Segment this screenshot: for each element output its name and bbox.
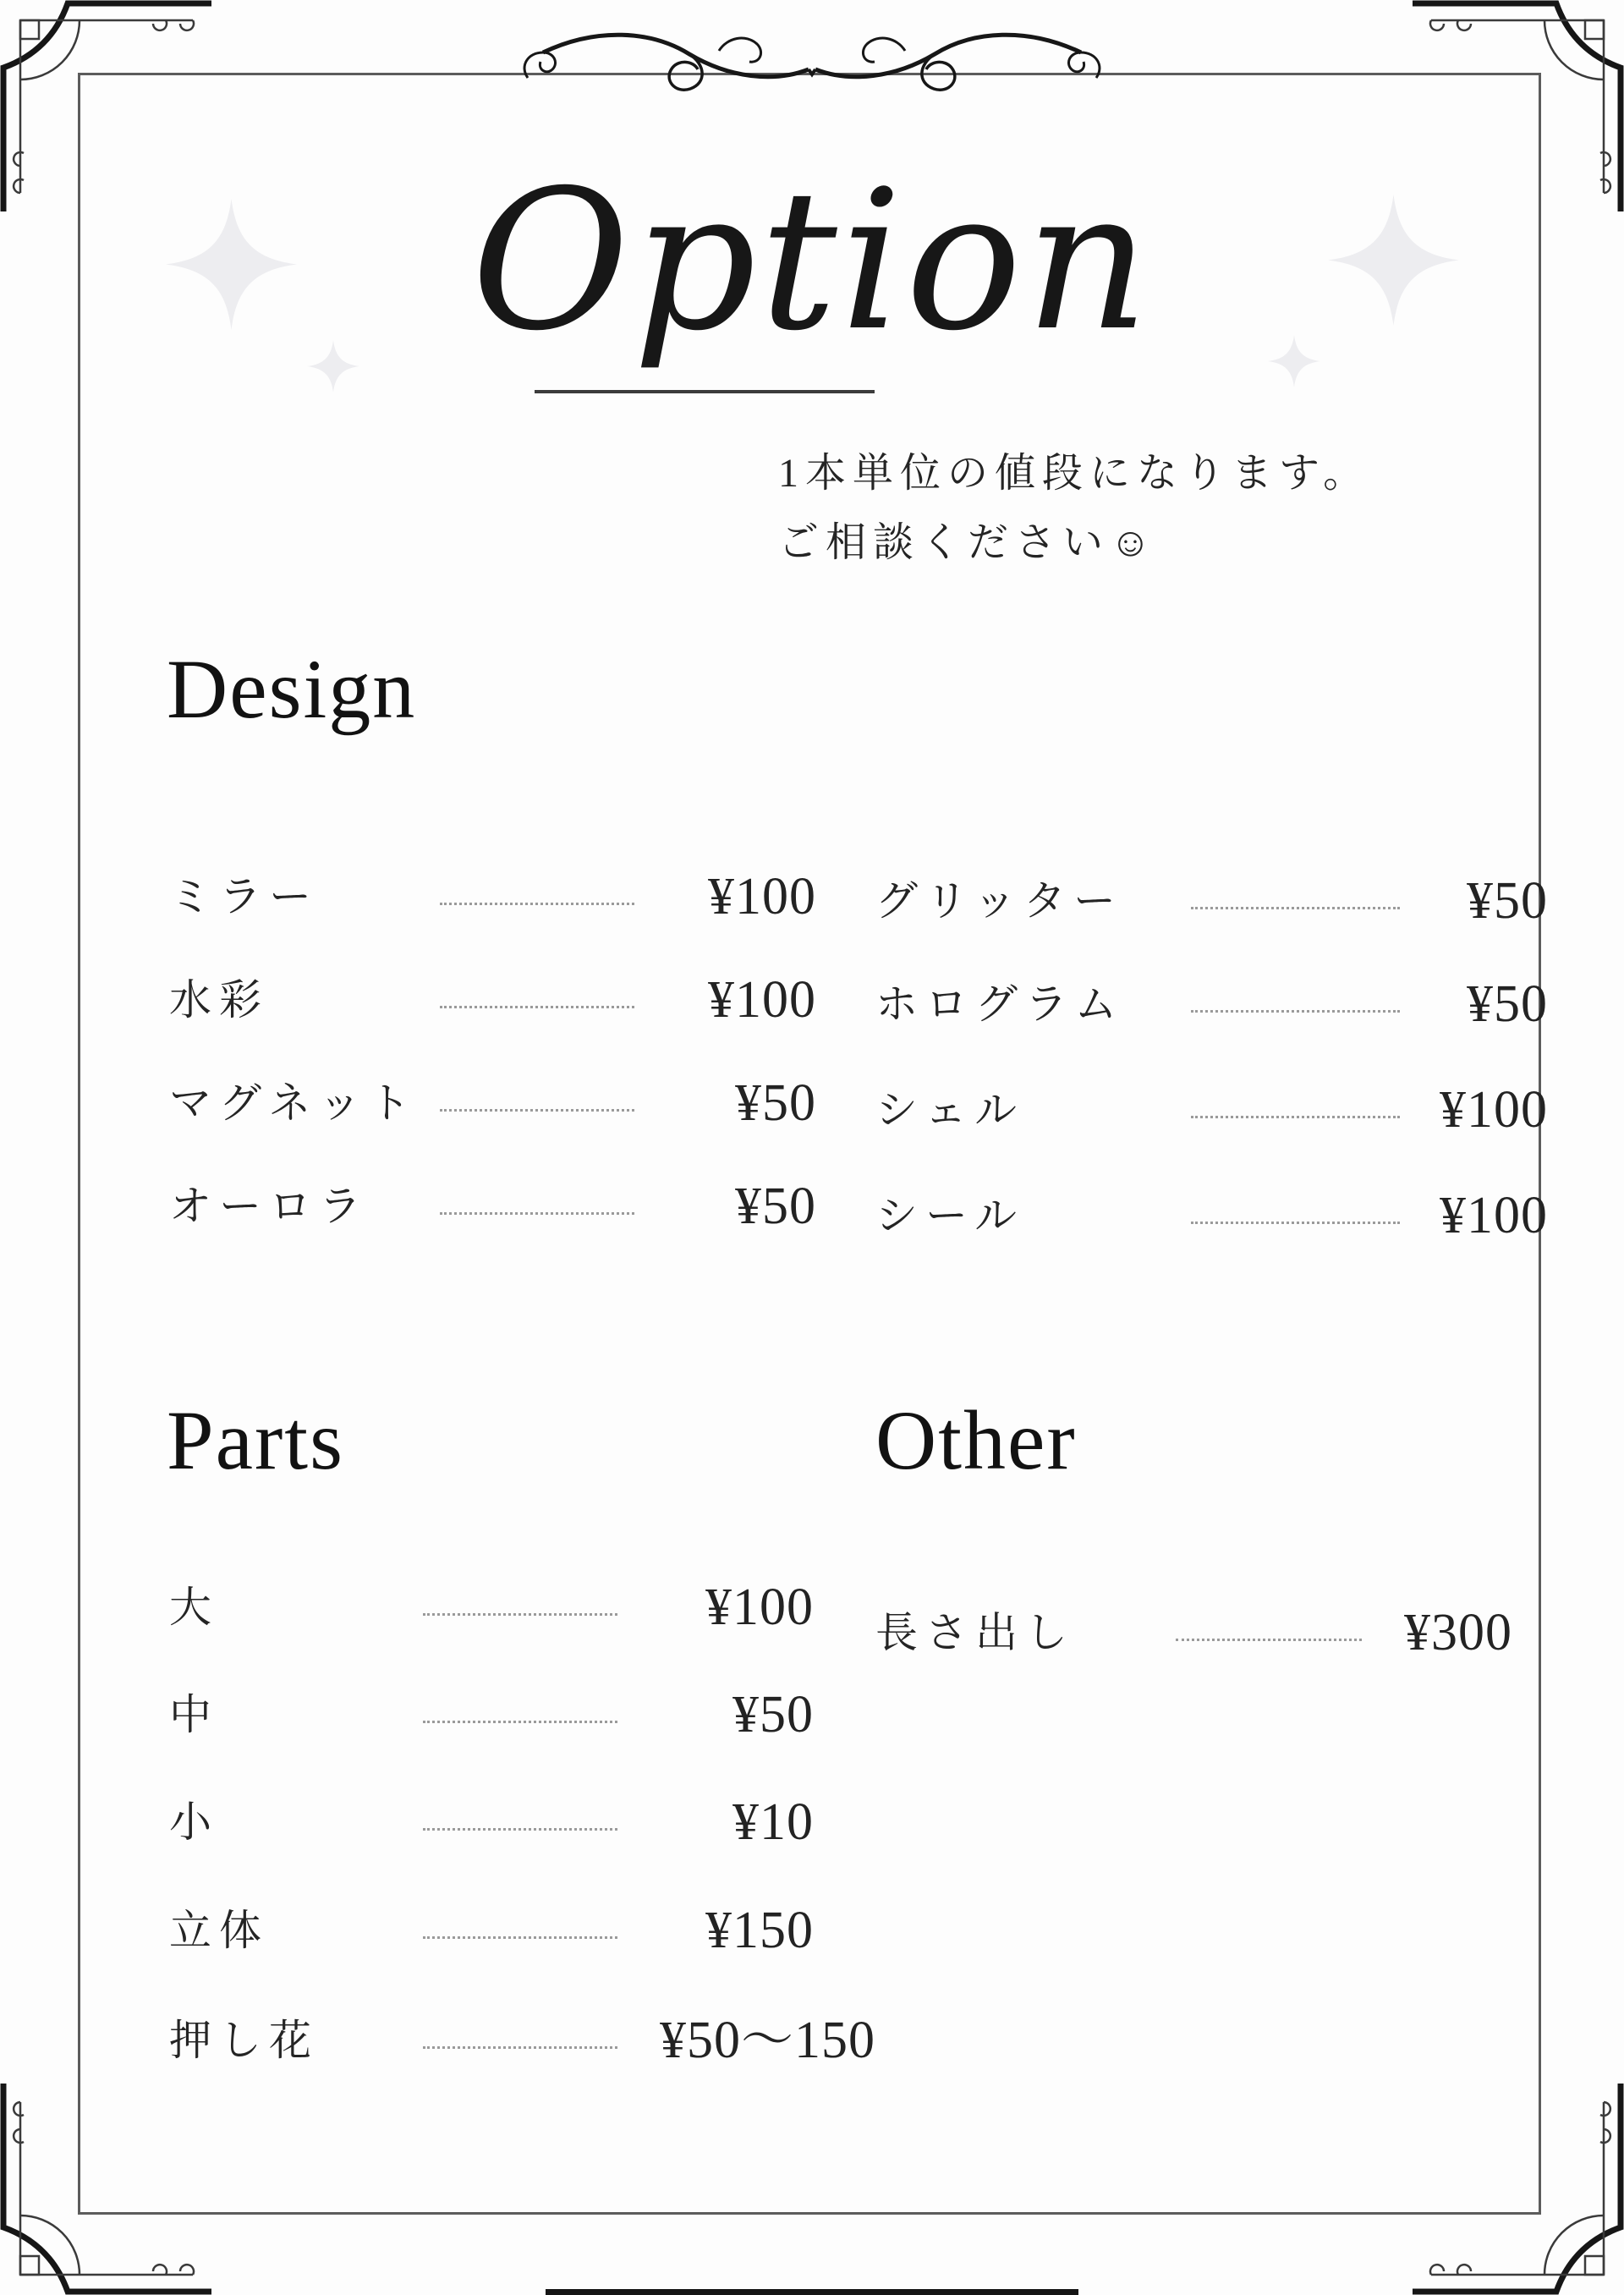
item-label: グリッター xyxy=(875,877,1123,925)
sparkle-icon xyxy=(1268,335,1320,387)
corner-ornament-icon xyxy=(0,2084,211,2295)
leader-line xyxy=(440,903,634,905)
title-underline xyxy=(535,390,875,393)
item-label: シェル xyxy=(875,1086,1024,1134)
menu-item-row xyxy=(169,2011,875,2070)
leader-line xyxy=(1191,907,1400,909)
item-price: ¥100 xyxy=(705,1578,814,1636)
menu-item-row xyxy=(169,1793,814,1852)
leader-line xyxy=(423,1936,617,1939)
leader-line xyxy=(1191,1010,1400,1013)
item-price: ¥100 xyxy=(708,971,816,1029)
menu-item-row xyxy=(875,975,1548,1034)
item-price: ¥100 xyxy=(1440,1187,1548,1244)
page-title: Option xyxy=(471,148,1153,373)
menu-item-row xyxy=(875,1603,1512,1662)
item-label: ミラー xyxy=(169,873,319,920)
leader-line xyxy=(1191,1116,1400,1118)
item-price: ¥50 xyxy=(1467,975,1548,1033)
leader-line xyxy=(423,1721,617,1723)
subtitle-line1: 1本単位の値段になります。 xyxy=(778,451,1371,496)
menu-item-row xyxy=(169,970,816,1029)
item-label: オーロラ xyxy=(169,1183,369,1230)
item-label: 水彩 xyxy=(169,976,269,1024)
item-label: 中 xyxy=(169,1691,219,1738)
menu-item-row xyxy=(169,1578,814,1637)
item-label: 大 xyxy=(169,1584,219,1631)
item-label: 長さ出し xyxy=(875,1609,1075,1656)
leader-line xyxy=(423,1613,617,1616)
leader-line xyxy=(1176,1639,1362,1641)
menu-item-row xyxy=(169,1177,816,1236)
menu-item-row xyxy=(169,1901,814,1960)
menu-item-row xyxy=(169,867,816,926)
corner-ornament-icon xyxy=(1413,2084,1624,2295)
leader-line xyxy=(423,1828,617,1831)
section-heading-other: Other xyxy=(875,1393,1077,1487)
item-label: マグネット xyxy=(169,1079,419,1127)
item-price: ¥100 xyxy=(1440,1081,1548,1139)
sparkle-icon xyxy=(166,199,297,330)
sparkle-icon xyxy=(1328,195,1459,326)
menu-item-row xyxy=(169,1073,816,1133)
menu-item-row xyxy=(875,1186,1548,1245)
item-price: ¥50 xyxy=(732,1686,814,1743)
item-label: 押し花 xyxy=(169,2017,319,2064)
section-heading-parts: Parts xyxy=(167,1393,344,1487)
item-price: ¥50 xyxy=(1467,872,1548,930)
swirl-divider-icon xyxy=(516,22,1108,127)
bottom-ornament-line xyxy=(546,2289,1078,2295)
item-price: ¥100 xyxy=(708,868,816,925)
item-label: 小 xyxy=(169,1798,219,1846)
content-frame-border xyxy=(78,73,1541,2215)
leader-line xyxy=(423,2046,617,2049)
leader-line xyxy=(1191,1222,1400,1224)
item-label: 立体 xyxy=(169,1907,269,1954)
corner-ornament-icon xyxy=(1413,0,1624,211)
leader-line xyxy=(440,1212,634,1215)
item-price: ¥50 xyxy=(735,1178,816,1235)
item-price: ¥150 xyxy=(705,1902,814,1959)
leader-line xyxy=(440,1006,634,1008)
corner-ornament-icon xyxy=(0,0,211,211)
item-price: ¥300 xyxy=(1404,1604,1512,1661)
menu-item-row xyxy=(875,871,1548,931)
menu-item-row xyxy=(875,1080,1548,1139)
item-price: ¥10 xyxy=(732,1793,814,1851)
item-price: ¥50～150 xyxy=(659,2012,875,2069)
subtitle-line2: ご相談ください☺ xyxy=(778,520,1159,565)
sparkle-icon xyxy=(307,340,359,393)
section-heading-design: Design xyxy=(167,642,417,736)
item-label: シール xyxy=(875,1192,1024,1239)
item-price: ¥50 xyxy=(735,1074,816,1132)
leader-line xyxy=(440,1109,634,1112)
menu-item-row xyxy=(169,1685,814,1744)
item-label: ホログラム xyxy=(875,980,1125,1028)
